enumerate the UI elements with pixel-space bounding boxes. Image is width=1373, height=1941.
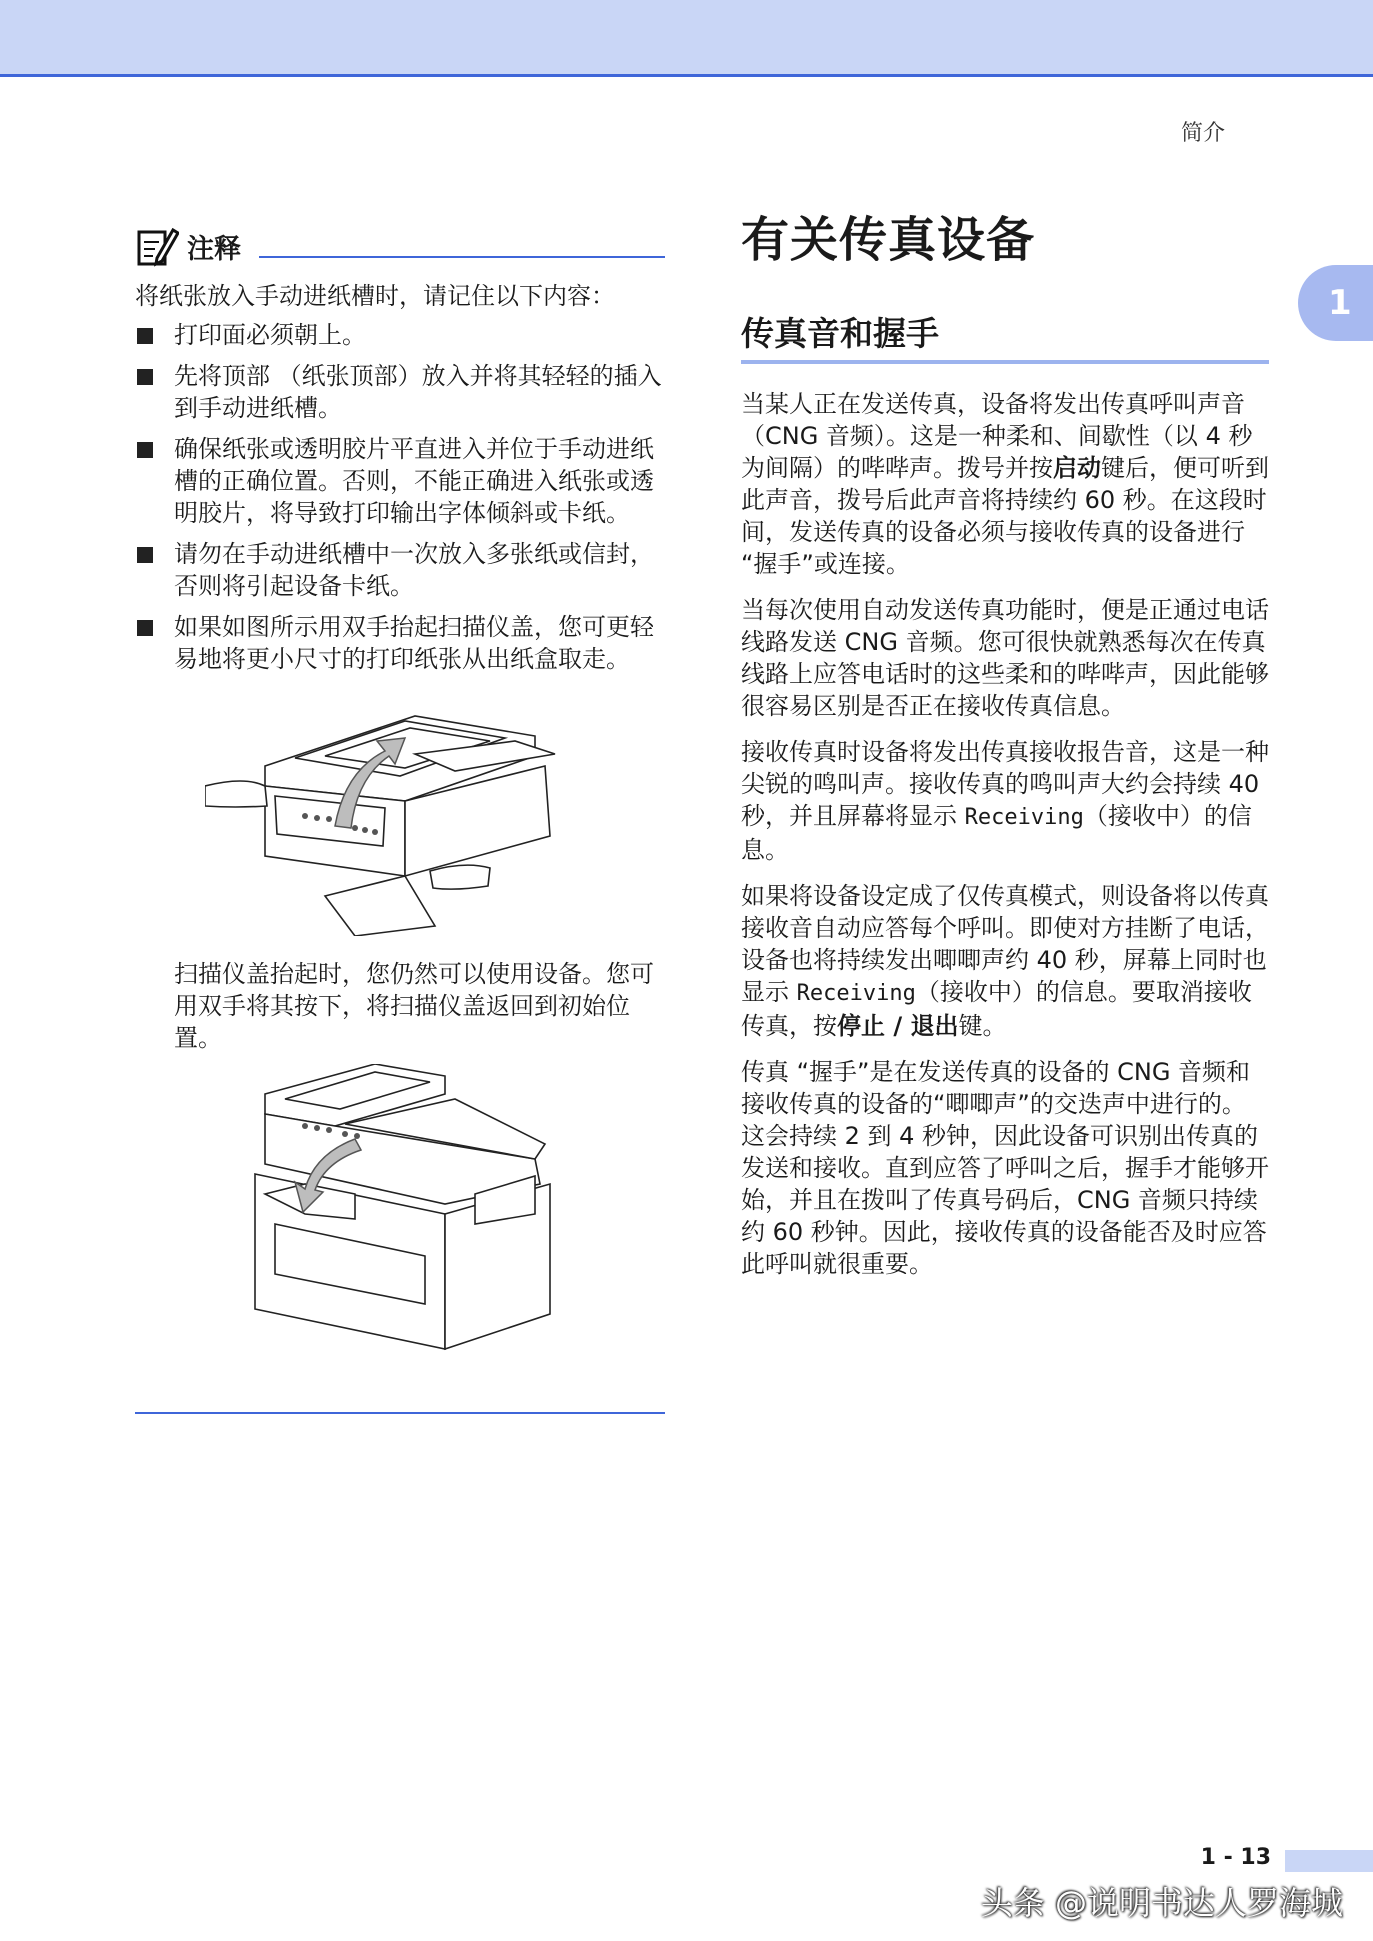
bullet-icon — [137, 442, 153, 458]
watermark: 头条 @说明书达人罗海城 — [980, 1884, 1343, 1922]
list-item: 确保纸张或透明胶片平直进入并位于手动进纸槽的正确位置。否则，不能正确进入纸张或透明胶片，将导致打印输出字体倾斜或卡纸。 — [135, 433, 665, 529]
page-number-bar — [1285, 1850, 1373, 1872]
note-box — [135, 222, 665, 1358]
list-item: 如果如图所示用双手抬起扫描仪盖，您可更轻易地将更小尺寸的打印纸张从出纸盒取走。 — [135, 611, 665, 675]
page-title: 有关传真设备 — [741, 212, 1036, 268]
list-item: 先将顶部 （纸张顶部）放入并将其轻轻的插入到手动进纸槽。 — [135, 360, 665, 424]
scanner-open-illustration — [245, 1064, 565, 1354]
note-end-divider — [135, 1412, 665, 1414]
paragraph: 接收传真时设备将发出传真接收报告音，这是一种尖锐的鸣叫声。接收传真的鸣叫声大约会持续 40 秒，并且屏幕将显示 Receiving（接收中）的信息。 — [741, 738, 1269, 864]
body-text — [741, 388, 1269, 1280]
paragraph: 当每次使用自动发送传真功能时，便是正通过电话线路发送 CNG 音频。您可很快就熟悉每次在传真线路上应答电话时的这些柔和的哔哔声，因此能够很容易区别是否正在接收传真信息。 — [741, 596, 1269, 720]
note-intro: 将纸张放入手动进纸槽时，请记住以下内容： — [135, 282, 615, 310]
main-content — [741, 210, 1269, 1294]
chapter-tab — [1298, 265, 1373, 341]
bullet-icon — [137, 620, 153, 636]
header-band — [0, 0, 1373, 77]
bullet-icon — [137, 369, 153, 385]
note-title: 注释 — [187, 234, 241, 265]
chapter-number: 1 — [1328, 283, 1352, 323]
lcd-message: Receiving — [964, 805, 1084, 830]
note-divider — [259, 256, 665, 258]
bullet-icon — [137, 328, 153, 344]
note-pencil-icon — [135, 224, 179, 268]
paragraph: 当某人正在发送传真，设备将发出传真呼叫声音（CNG 音频）。这是一种柔和、间歇性（以 4 秒为间隔）的哔哔声。拨号并按启动键后，便可听到此声音，拨号后此声音将持续约 60 秒。在这段时间，发送传真的设备必须与接收传真的设备进行 “握手”或连接。 — [741, 390, 1269, 578]
list-item: 打印面必须朝上。 — [135, 319, 665, 351]
heading-underline — [741, 360, 1269, 364]
figure-caption: 扫描仪盖抬起时，您仍然可以使用设备。您可用双手将其按下，将扫描仪盖返回到初始位置。 — [174, 960, 654, 1052]
list-item: 请勿在手动进纸槽中一次放入多张纸或信封，否则将引起设备卡纸。 — [135, 538, 665, 602]
note-list — [135, 319, 665, 675]
note-header — [135, 222, 665, 268]
paragraph: 传真 “握手”是在发送传真的设备的 CNG 音频和接收传真的设备的“唧唧声”的交迭声中进行的。这会持续 2 到 4 秒钟，因此设备可识别出传真的发送和接收。直到应答了呼叫之后，握手才能够开始，并且在拨叫了传真号码后，CNG 音频只持续约 60 秒钟。因此，接收传真的设备能否及时应答此呼叫就很重要。 — [741, 1058, 1269, 1278]
start-key-label: 启动 — [1053, 454, 1101, 482]
scanner-lift-illustration — [205, 696, 605, 936]
lcd-message: Receiving — [796, 981, 916, 1006]
bullet-icon — [137, 547, 153, 563]
stop-exit-key-label: 停止 / 退出 — [837, 1012, 959, 1040]
section-title: 简介 — [1180, 121, 1225, 146]
paragraph: 如果将设备设定成了仅传真模式，则设备将以传真接收音自动应答每个呼叫。即使对方挂断了电话，设备也将持续发出唧唧声约 40 秒，屏幕上同时也显示 Receiving（接收中）的信息。要取消接收传真，按停止 / 退出键。 — [741, 882, 1269, 1040]
page-number: 1 - 13 — [1200, 1845, 1271, 1870]
section-heading: 传真音和握手 — [741, 314, 939, 353]
